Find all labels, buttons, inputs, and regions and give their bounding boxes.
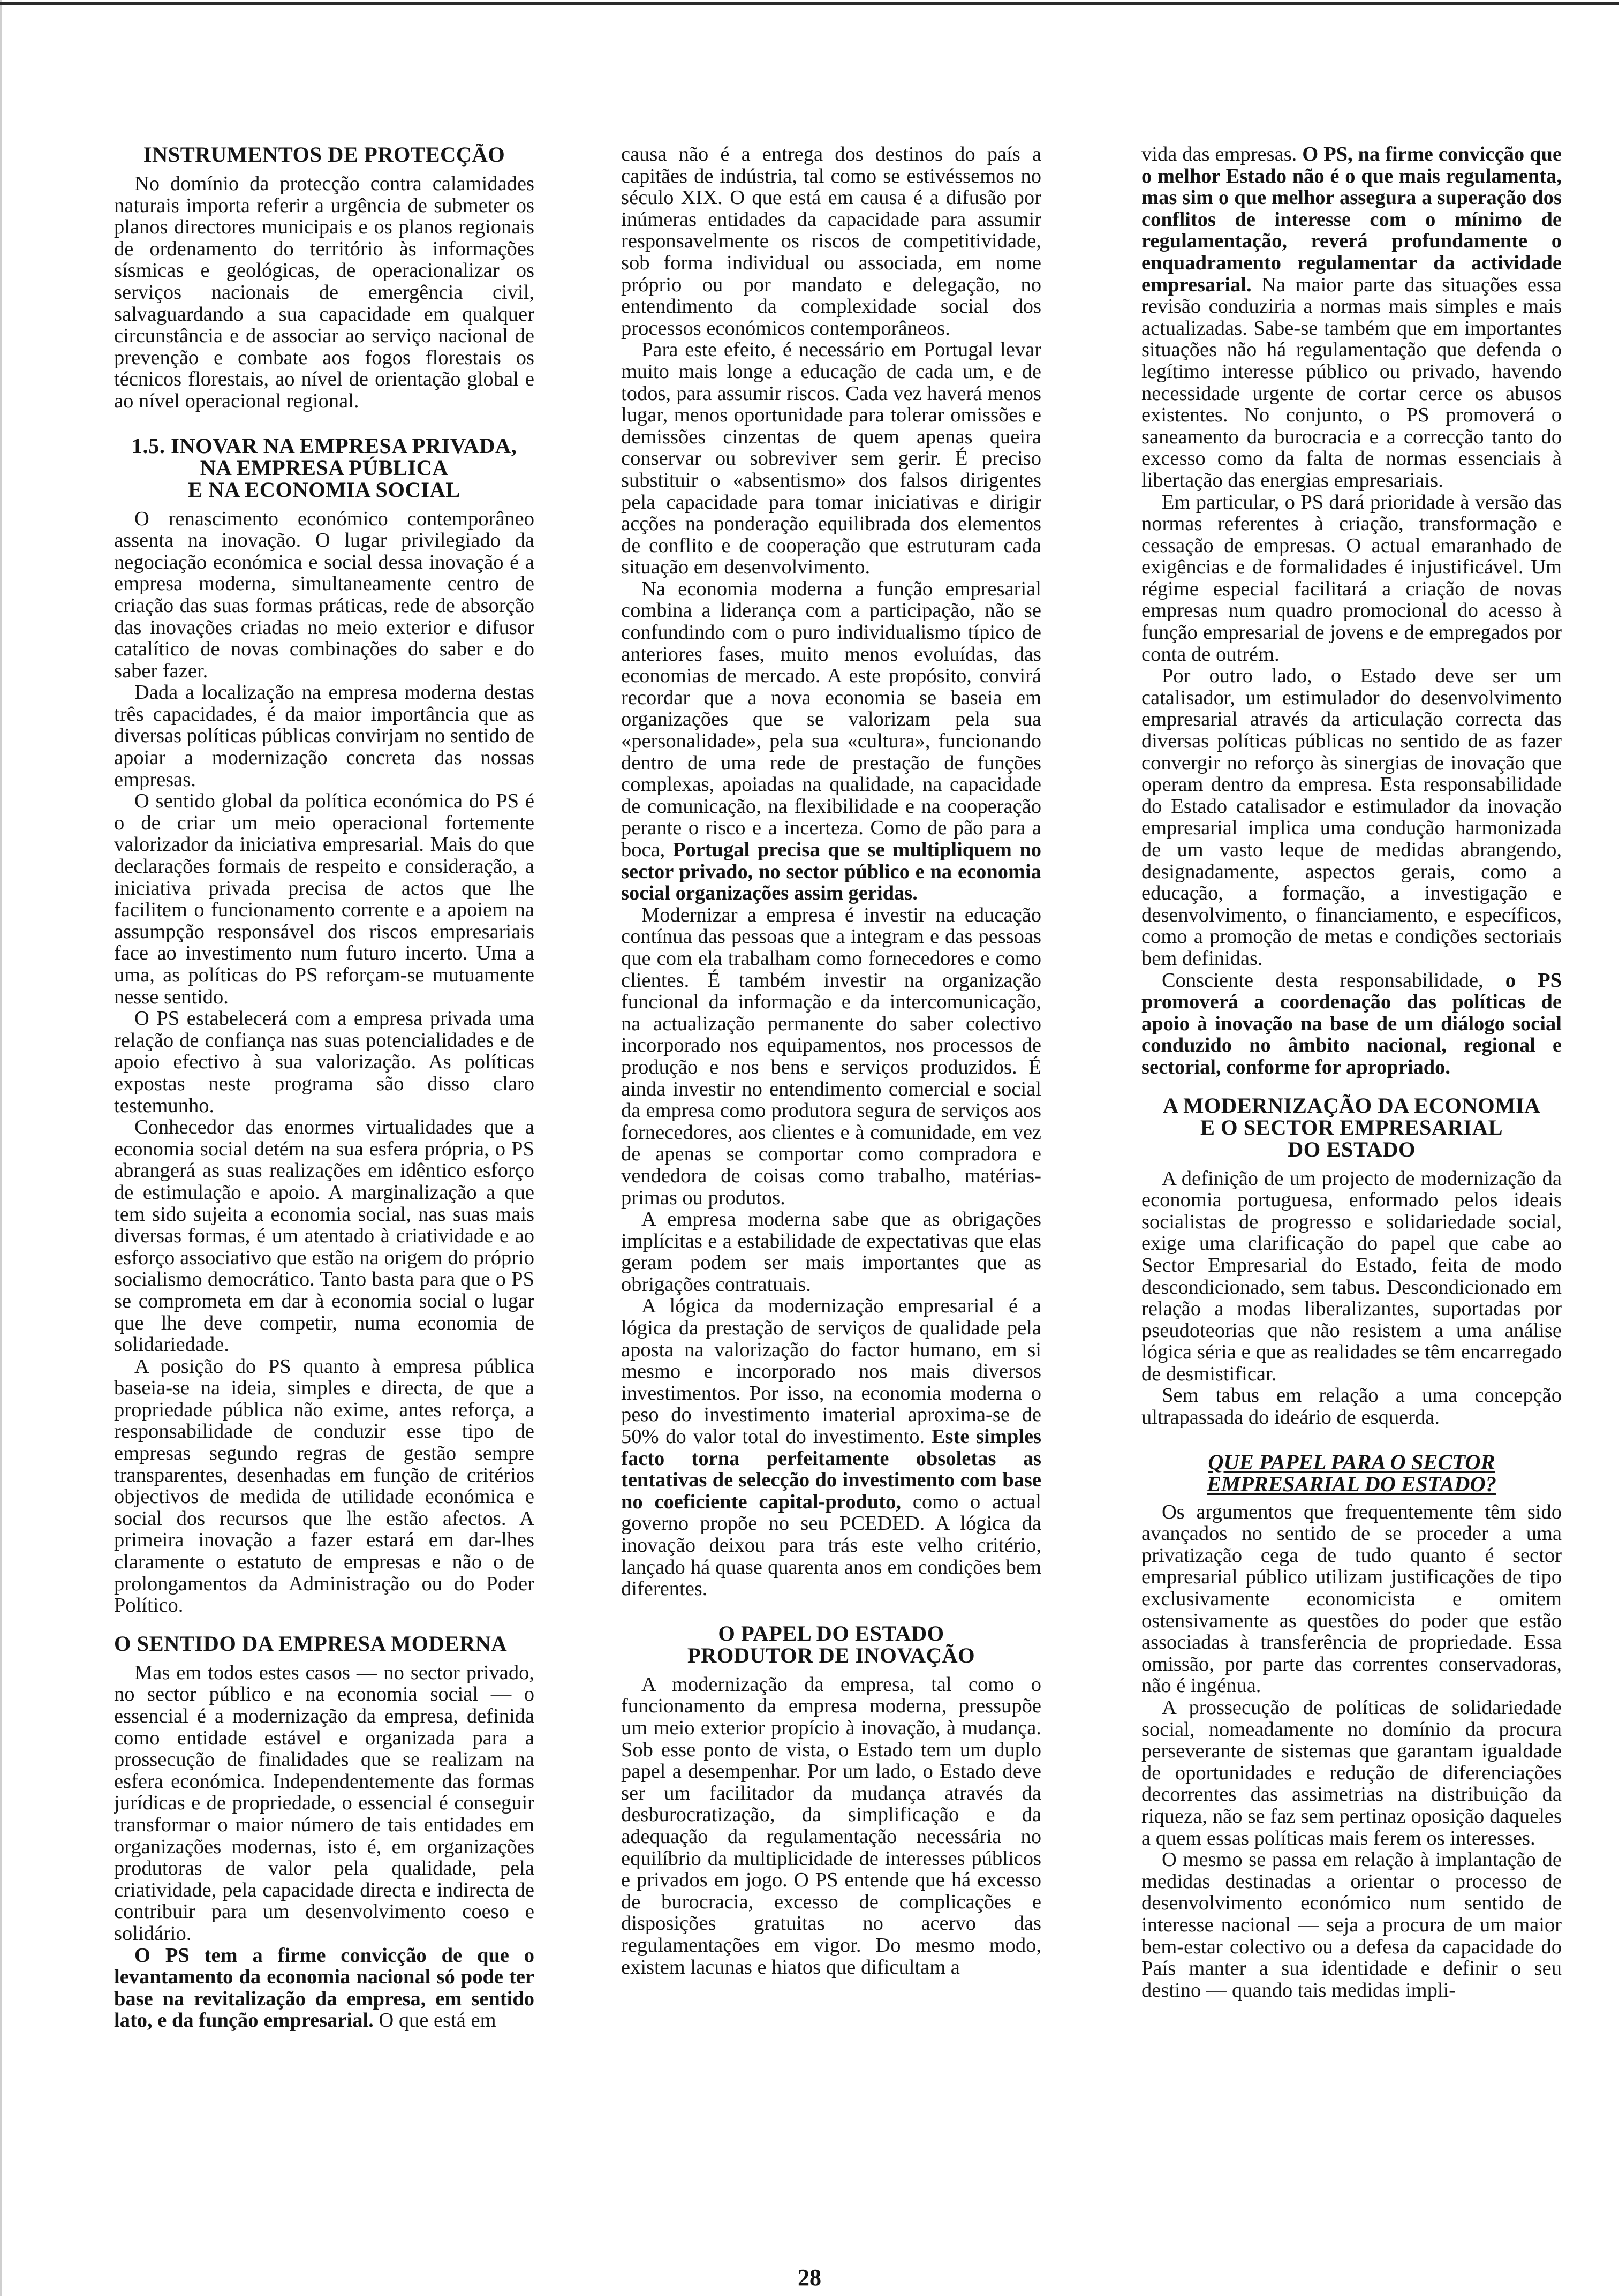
bold-statement: O PS, na firme convicção que o melhor Estado não é o que mais regulamenta, mas sim o que melhor assegura a superação dos conflitos de interesse com o mínimo de regulamentação, reverá profundamente o enquadramento regulamentar da actividade empresarial. <box>1141 144 1562 296</box>
paragraph: A definição de um projecto de modernização da economia portuguesa, enformado pelos ideais socialistas de progresso e solidariedade social, exige uma clarificação do papel que cabe ao Sector Empresarial do Estado, feita de modo descondicionado, sem tabus. Descondicionado em relação a modas liberalizantes, suportadas por pseudoteorias que não resistem a uma análise lógica séria e que as realidades se têm encarregado de desmistificar. <box>1141 1167 1562 1385</box>
paragraph: Conhecedor das enormes virtualidades que a economia social detém na sua esfera própria, o PS abrangerá as suas realizações em idêntico esforço de estimulação e apoio. A marginalização a que tem sido sujeita a economia social, nas suas mais diversas formas, é um atentado à criatividade e ao esforço associativo que estão na origem do próprio socialismo democrático. Tanto basta para que o PS se comprometa em dar à economia social o lugar que lhe deve competir, numa economia de solidariedade. <box>114 1116 534 1356</box>
text-run: Na economia moderna a função empresarial combina a liderança com a participação, não se confundindo com o puro individualismo típico de anteriores fases, muito menos evoluídas, das economias de mercado. A este propósito, convirá recordar que a nova economia se baseia em organizações que se valorizam pela sua «personalidade», pela sua «cultura», funcionando dentro de uma rede de prestação de funções complexas, apoiadas na qualidade, na capacidade de comunicação, na flexibilidade e na cooperação perante o risco e a incerteza. Como de pão para a boca, <box>621 577 1041 861</box>
text-run: O que está em <box>373 2009 496 2032</box>
heading-inovar-empresa <box>114 435 534 501</box>
page-number: 28 <box>798 2264 821 2291</box>
paragraph: Em particular, o PS dará prioridade à versão das normas referentes à criação, transformação e cessação de empresas. O actual emaranhado de exigências e de formalidades é injustificável. Um régime especial facilitará a criação de novas empresas num quadro promocional do acesso à função empresarial de jovens e de empregados por conta de outrém. <box>1141 490 1562 666</box>
paragraph: O mesmo se passa em relação à implantação de medidas destinadas a orientar o processo de desenvolvimento económico num sentido de interesse nacional — seja a procura de um maior bem-estar colectivo ou a defesa da capacidade do País manter a sua identidade e definir o seu destino — quando tais medidas impli- <box>1141 1848 1562 2002</box>
heading-instrumentos: INSTRUMENTOS DE PROTECÇÃO <box>143 144 505 167</box>
paragraph: Dada a localização na empresa moderna destas três capacidades, é da maior importância que as diversas políticas públicas convirjam no sentido de apoiar a modernização concreta das nossas empresas. <box>114 681 534 791</box>
heading-line: E NA ECONOMIA SOCIAL <box>188 477 460 502</box>
text-run: Consciente desta responsabilidade, <box>1162 969 1505 992</box>
paragraph <box>114 1945 534 2031</box>
paragraph: causa não é a entrega dos destinos do país a capitães de indústria, tal como se estivéssemos no século XIX. O que está em causa é a difusão por inúmeras entidades da capacidade para assumir responsavelmente os riscos de competitividade, sob forma individual ou associada, em nome próprio ou por mandato e delegação, no entendimento da complexidade social dos processos económicos contemporâneos. <box>621 144 1041 339</box>
paragraph: A empresa moderna sabe que as obrigações implícitas e a estabilidade de expectativas que elas geram podem ser mais importantes que as obrigações contratuais. <box>621 1208 1041 1296</box>
heading-line: E O SECTOR EMPRESARIAL <box>1200 1115 1503 1139</box>
paragraph <box>621 1295 1041 1599</box>
paragraph: Para este efeito, é necessário em Portugal levar muito mais longe a educação de cada um, e de todos, para assumir riscos. Cada vez haverá menos lugar, menos oportunidade para tolerar omissões e demissões cinzentas de quem apenas queira conservar ou sobreviver sem gerir. É preciso substituir o «absentismo» dos falsos dirigentes pela capacidade para tomar iniciativas e dirigir acções na ponderação equilibrada dos elementos de conflito e de cooperação que estruturam cada situação em desenvolvimento. <box>621 338 1041 579</box>
paragraph: O sentido global da política económica do PS é o de criar um meio operacional fortemente valorizador da iniciativa empresarial. Mais do que declarações formais de respeito e consideração, a iniciativa privada precisa de actos que lhe facilitem o funcionamento corrente e a apoiem na assumpção responsável dos riscos empresariais face ao investimento num futuro incerto. Uma a uma, as políticas do PS reforçam-se mutuamente nesse sentido. <box>114 790 534 1008</box>
paragraph: A modernização da empresa, tal como o funcionamento da empresa moderna, pressupõe um meio exterior propício à inovação, à mudança. Sob esse ponto de vista, o Estado tem um duplo papel a desempenhar. Por um lado, o Estado deve ser um facilitador da mudança através da desburocratização, da simplificação e da adequação da regulamentação necessária no equilíbrio da multiplicidade de interesses públicos e privados em jogo. O PS entende que há excesso de burocracia, excesso de complicações e disposições gratuitas no acervo das regulamentações em vigor. Do mesmo modo, existem lacunas e hiatos que dificultam a <box>621 1673 1041 1978</box>
paragraph: Por outro lado, o Estado deve ser um catalisador, um estimulador do desenvolvimento empresarial através da articulação correcta das diversas políticas públicas no sentido de as fazer convergir no reforço às sinergias de inovação que operam dentro da empresa. Esta responsabilidade do Estado catalisador e estimulador da inovação empresarial implica uma condução harmonizada de um vasto leque de medidas abrangendo, designadamente, aspectos gerais, como a educação, a formação, a investigação e desenvolvimento, o financiamento, e específicos, como a promoção de metas e condições sectoriais bem definidas. <box>1141 664 1562 970</box>
top-rule <box>0 2 1619 5</box>
heading-line: O PAPEL DO ESTADO <box>718 1621 944 1645</box>
text-run: Na maior parte das situações essa revisão conduziria a normas mais simples e mais actualizadas. Sabe-se também que em importantes situações não há regulamentação que defenda o legítimo interesse público ou privado, havendo necessidade urgente de cortar cerce os abusos existentes. No conjunto, o PS promoverá o saneamento da burocracia e a correcção tanto do excesso como da falta de normas essenciais à libertação das energias empresariais. <box>1141 273 1562 492</box>
heading-line: PRODUTOR DE INOVAÇÃO <box>687 1643 975 1667</box>
heading-line: EMPRESARIAL DO ESTADO? <box>1207 1471 1496 1496</box>
heading-que-papel <box>1141 1451 1562 1495</box>
text-run: como o actual governo propõe no seu PCEDED. A lógica da inovação deixou para trás este velho critério, lançado há quase quarenta anos em condições bem diferentes. <box>621 1490 1041 1600</box>
paragraph: Mas em todos estes casos — no sector privado, no sector público e na economia social — o essencial é a modernização da empresa, definida como entidade estável e organizada para a prossecução de finalidades que se realizam na esfera económica. Independentemente das formas jurídicas e de propriedade, o essencial é conseguir transformar o maior número de tais entidades em organizações modernas, isto é, em organizações produtoras de valor pela qualidade, pela criatividade, pela capacidade directa e indirecta de contribuir para um desenvolvimento coeso e solidário. <box>114 1661 534 1945</box>
heading-line: NA EMPRESA PÚBLICA <box>200 455 449 480</box>
paragraph <box>1141 970 1562 1078</box>
paragraph: A posição do PS quanto à empresa pública baseia-se na ideia, simples e directa, de que a propriedade pública não exime, antes reforça, a responsabilidade de conduzir esse tipo de empresas segundo regras de gestão sempre transparentes, desenhadas em função de critérios objectivos de medida de utilidade económica e social dos recursos que lhe estão afectos. A primeira inovação a fazer estará em dar-lhes claramente o estatuto de empresas e não o de prolongamentos da Administração ou do Poder Político. <box>114 1355 534 1617</box>
column-1 <box>114 144 534 2248</box>
column-2 <box>621 144 1041 2248</box>
paragraph <box>1141 144 1562 492</box>
paragraph: No domínio da protecção contra calamidades naturais importa referir a urgência de submeter os planos directores municipais e os planos regionais de ordenamento do território às informações sísmicas e geológicas, de operacionalizar os serviços nacionais de emergência civil, salvaguardando a sua capacidade em qualquer circunstância e de associar ao serviço nacional de prevenção e combate aos fogos florestais os técnicos florestais, ao nível de orientação global e ao nível operacional regional. <box>114 172 534 412</box>
heading-line: QUE PAPEL PARA O SECTOR <box>1208 1449 1495 1474</box>
bold-statement: Este simples facto torna perfeitamente obsoletas as tentativas de selecção do investimento com base no coeficiente capital-produto, <box>621 1425 1041 1513</box>
paragraph: O renascimento económico contemporâneo assenta na inovação. O lugar privilegiado da negociação económica e social dessa inovação é a empresa moderna, simultaneamente centro de criação das suas formas práticas, rede de absorção das inovações criadas no meio exterior e difusor catalítico de novas combinações do saber e do saber fazer. <box>114 507 534 682</box>
heading-line: 1.5. INOVAR NA EMPRESA PRIVADA, <box>131 433 517 458</box>
page-left-edge <box>0 0 2 2296</box>
text-run: A lógica da modernização empresarial é a lógica da prestação de serviços de qualidade pela aposta na valorização do factor humano, em si mesmo e incorporado nos mais diversos investimentos. Por isso, na economia moderna o peso do investimento imaterial aproxima-se de 50% do valor total do investimento. <box>621 1295 1041 1448</box>
column-3 <box>1141 144 1562 2248</box>
paragraph: O PS estabelecerá com a empresa privada uma relação de confiança nas suas potencialidades e de apoio efectivo à sua valorização. As políticas expostas neste programa são disso claro testemunho. <box>114 1007 534 1117</box>
paragraph: A prossecução de políticas de solidariedade social, nomeadamente no domínio da procura perseverante de sistemas que garantam igualdade de oportunidades e redução de diferenciações decorrentes das assimetrias na distribuição da riqueza, não se faz sem pertinaz oposição daqueles a quem essas políticas mais ferem os interesses. <box>1141 1696 1562 1849</box>
heading-sentido-empresa: O SENTIDO DA EMPRESA MODERNA <box>114 1631 508 1656</box>
paragraph: Modernizar a empresa é investir na educação contínua das pessoas que a integram e das pessoas que com ela trabalham como fornecedores e como clientes. É também investir na organização funcional da informação e da intercomunicação, na actualização permanente do saber colectivo incorporado nos equipamentos, nos processos de produção e nos bens e serviços produzidos. É ainda investir no entendimento comercial e social da empresa como produtora segura de serviços aos fornecedores, aos clientes e à comunidade, em vez de apenas se comportar como compradora e vendedora de coisas como trabalho, matérias-primas ou produtos. <box>621 903 1041 1209</box>
bold-statement: Portugal precisa que se multipliquem no sector privado, no sector público e na economia social organizações assim geridas. <box>621 839 1041 905</box>
paragraph: Os argumentos que frequentemente têm sido avançados no sentido de se proceder a uma privatização cega de tudo quanto é sector empresarial público utilizam justificações de tipo exclusivamente economicista e omitem ostensivamente as questões do poder que estão associadas à transferência de propriedade. Essa omissão, por parte das correntes conservadoras, não é ingénua. <box>1141 1500 1562 1697</box>
heading-line: A MODERNIZAÇÃO DA ECONOMIA <box>1163 1093 1540 1117</box>
bold-statement: O PS tem a firme convicção de que o levantamento da economia nacional só pode ter base na revitalização da empresa, em sentido lato, e da função empresarial. <box>114 1944 534 2032</box>
heading-papel-estado <box>621 1622 1041 1666</box>
text-run: vida das empresas. <box>1141 144 1303 165</box>
bold-statement: o PS promoverá a coordenação das políticas de apoio à inovação na base de um diálogo social conduzido no âmbito nacional, regional e sectorial, conforme for apropriado. <box>1141 969 1562 1078</box>
heading-modernizacao-economia <box>1141 1094 1562 1160</box>
heading-line: DO ESTADO <box>1288 1137 1416 1161</box>
paragraph <box>621 578 1041 904</box>
paragraph: Sem tabus em relação a uma concepção ultrapassada do ideário de esquerda. <box>1141 1384 1562 1429</box>
